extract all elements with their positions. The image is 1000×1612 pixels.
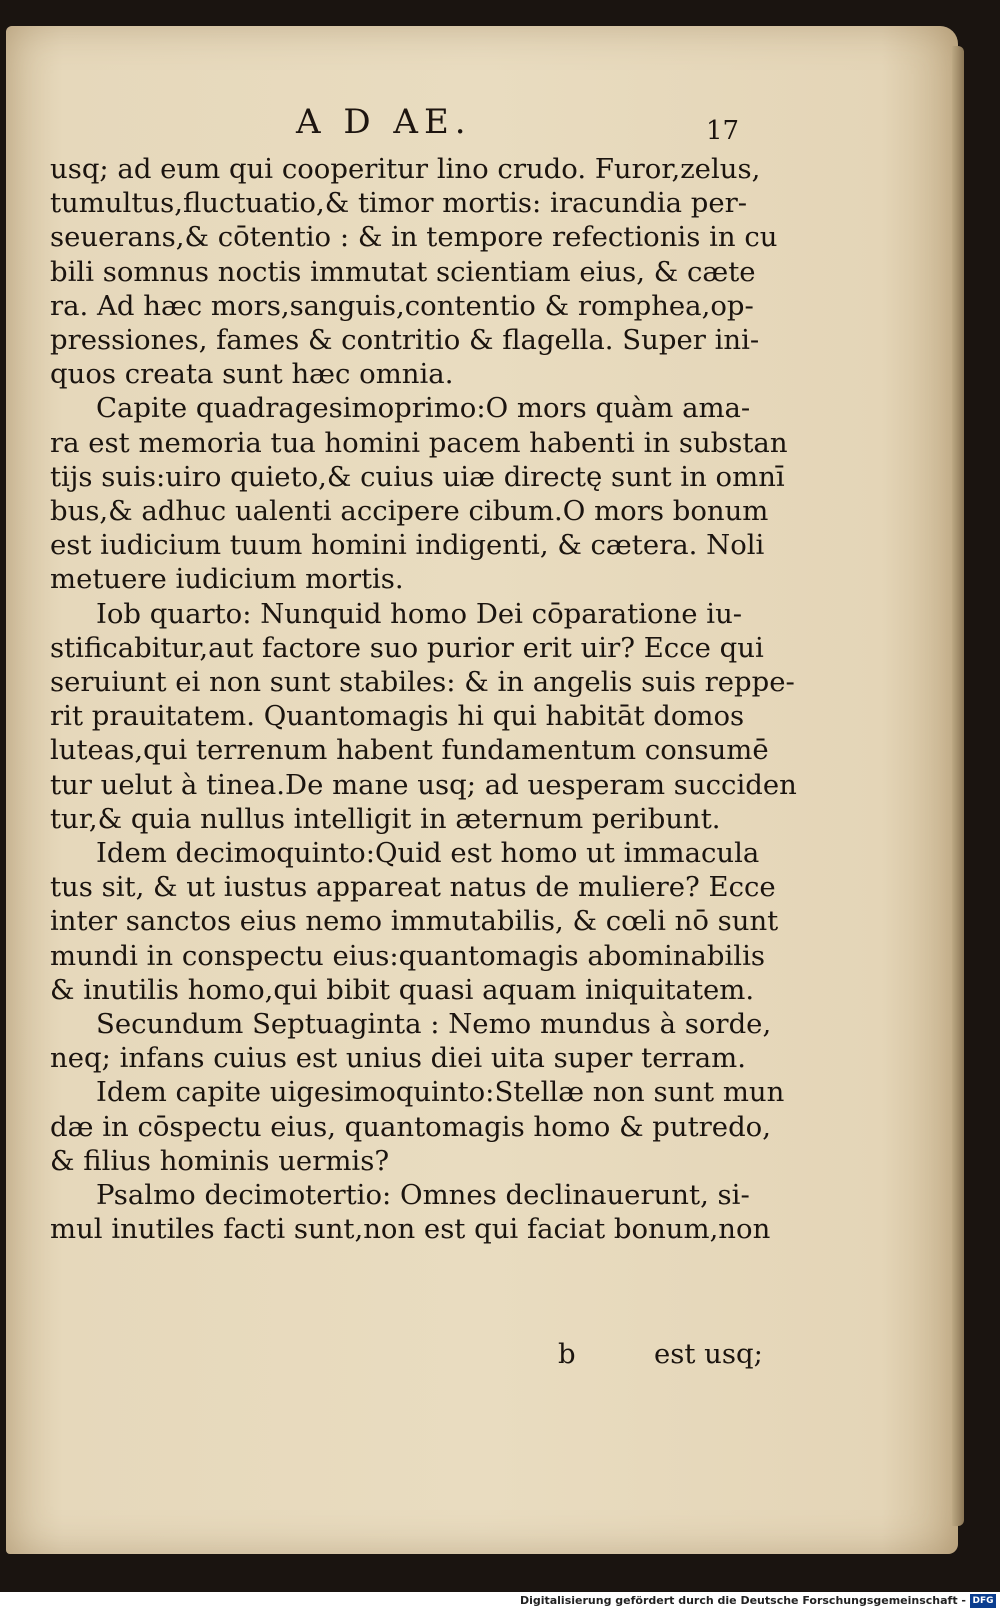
text-line: quos creata sunt hæc omnia. — [50, 358, 454, 391]
text-line: Secundum Septuaginta : Nemo mundus à sorde, — [96, 1008, 772, 1041]
text-line: tus sit, & ut iustus appareat natus de muliere? Ecce — [50, 871, 776, 904]
text-line: Iob quarto: Nunquid homo Dei cōparatione iu- — [96, 597, 743, 630]
book-page — [6, 26, 958, 1554]
text-line: Idem decimoquinto:Quid est homo ut immacula — [96, 837, 760, 870]
text-line: dæ in cōspectu eius, quantomagis homo & putredo, — [50, 1110, 771, 1143]
text-line: bus,& adhuc ualenti accipere cibum.O mors bonum — [50, 495, 769, 528]
text-line: est iudicium tuum homini indigenti, & cætera. Noli — [50, 529, 765, 562]
digitization-footer — [0, 1592, 1000, 1612]
text-line: tumultus,fluctuatio,& timor mortis: iracundia per- — [50, 187, 748, 220]
text-line: mundi in conspectu eius:quantomagis abominabilis — [50, 939, 765, 972]
text-line: rit prauitatem. Quantomagis hi qui habitāt domos — [50, 700, 745, 733]
funding-credit: Digitalisierung gefördert durch die Deutsche Forschungsgemeinschaft - — [519, 1594, 966, 1607]
text-line: stificabitur,aut factore suo purior erit uir? Ecce qui — [50, 631, 764, 664]
body-text — [50, 152, 797, 1247]
signature-mark: b — [558, 1338, 576, 1370]
page-edge — [952, 46, 964, 1526]
text-line: tijs suis:uiro quieto,& cuius uiæ directę sunt in omnī — [50, 460, 785, 493]
text-line: & inutilis homo,qui bibit quasi aquam iniquitatem. — [50, 973, 755, 1006]
text-line: usq; ad eum qui cooperitur lino crudo. Furor,zelus, — [50, 153, 761, 185]
text-line: neq; infans cuius est unius diei uita super terram. — [50, 1042, 746, 1075]
text-line: inter sanctos eius nemo immutabilis, & cœli nō sunt — [50, 905, 779, 938]
text-line: Idem capite uigesimoquinto:Stellæ non sunt mun — [96, 1076, 785, 1109]
text-line: ra. Ad hæc mors,sanguis,contentio & romphea,op- — [50, 289, 754, 322]
text-line: bili somnus noctis immutat scientiam eius, & cæte — [50, 255, 756, 288]
page-header — [6, 98, 958, 146]
text-line: metuere iudicium mortis. — [50, 563, 404, 596]
text-line: ra est memoria tua homini pacem habenti in substan — [50, 426, 788, 459]
text-line: seruiunt ei non sunt stabiles: & in angelis suis reppe- — [50, 666, 795, 699]
running-head: A D AE. — [296, 102, 472, 142]
folio-number: 17 — [706, 116, 740, 146]
dfg-logo: DFG — [970, 1594, 996, 1608]
text-line: tur uelut à tinea.De mane usq; ad uesperam succiden — [50, 768, 797, 801]
text-line: pressiones, fames & contritio & flagella. Super ini- — [50, 324, 760, 357]
text-line: luteas,qui terrenum habent fundamentum consumē — [50, 734, 769, 767]
page-foot — [6, 1338, 958, 1378]
text-line: tur,& quia nullus intelligit in æternum peribunt. — [50, 802, 721, 835]
text-line: Capite quadragesimoprimo:O mors quàm ama- — [96, 392, 751, 425]
text-line: Psalmo decimotertio: Omnes declinauerunt, si- — [96, 1179, 750, 1212]
text-line: mul inutiles facti sunt,non est qui faciat bonum,non — [50, 1213, 771, 1246]
catchword: est usq; — [654, 1338, 763, 1370]
text-line: & filius hominis uermis? — [50, 1144, 390, 1177]
text-line: seuerans,& cōtentio : & in tempore refectionis in cu — [50, 221, 778, 254]
